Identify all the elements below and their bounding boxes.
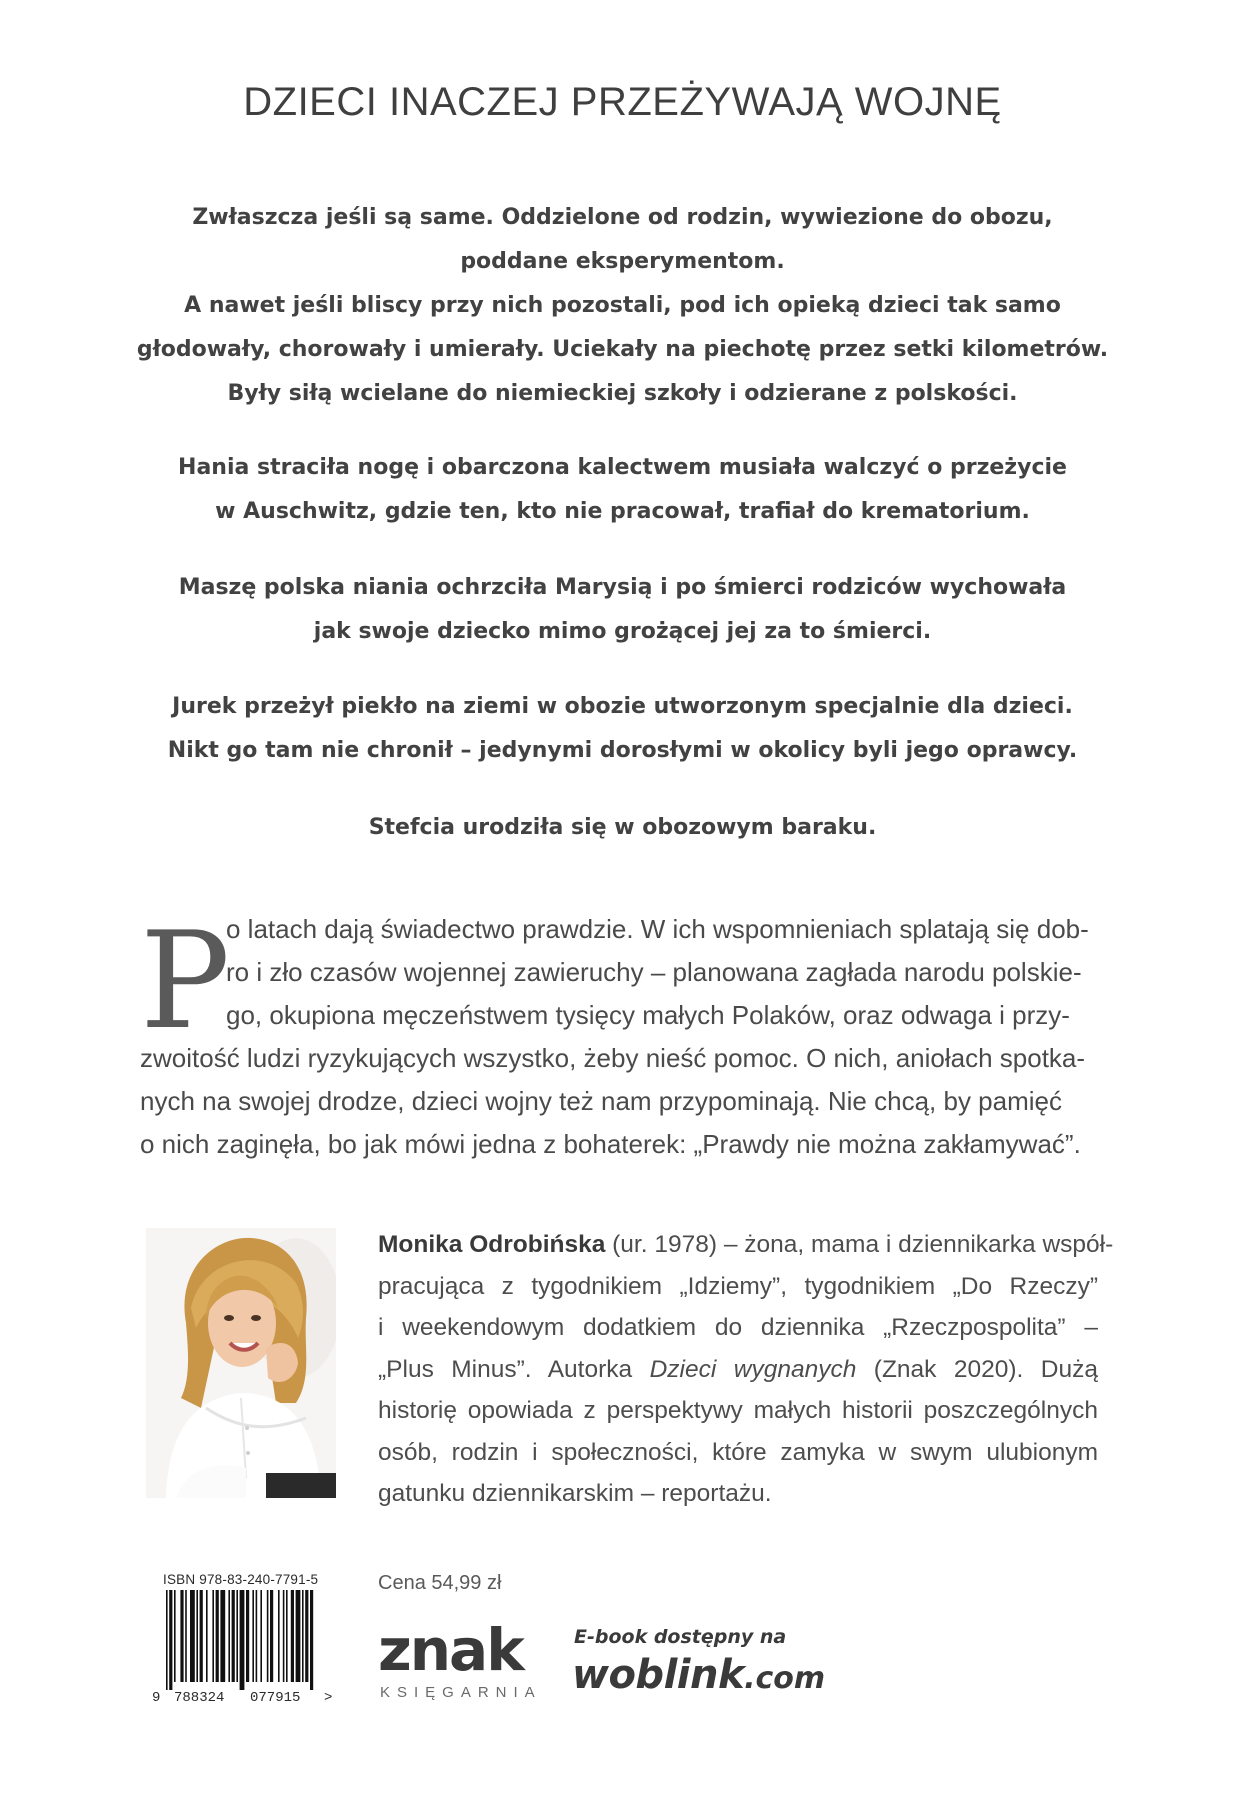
barcode-bar [305,1590,308,1682]
bio-line [378,1349,1098,1391]
barcode-bar [206,1590,208,1682]
barcode-bar [270,1590,273,1682]
bio-text: (Znak 2020). Dużą [856,1355,1098,1383]
text-line: jak swoje dziecko mimo grożącej jej za to śmierci. [313,619,932,644]
lead-paragraph-1 [120,196,1125,416]
text-line: Hania straciła nogę i obarczona kalectwem musiała walczyć o przeżycie [178,455,1067,480]
barcode-bar [240,1590,245,1690]
woblink-logo [572,1652,825,1698]
price-label: Cena 54,99 zł [378,1572,502,1594]
barcode-digits-left: 788324 [174,1690,225,1706]
text-line: go, okupiona męczeństwem tysięcy małych Polaków, oraz odwaga i przy- [226,1000,1070,1030]
barcode-bar [302,1590,304,1682]
barcode-bar [212,1590,214,1682]
barcode-bar [190,1590,195,1682]
barcode-bar [180,1590,183,1682]
isbn-label: ISBN 978-83-240-7791-5 [163,1572,319,1587]
woblink-logo-word: woblink [572,1652,745,1698]
lead-paragraph-masza [120,566,1125,654]
barcode-bar [228,1590,230,1682]
text-line: głodowały, chorowały i umierały. Uciekały na piechotę przez setki kilometrów. [136,337,1109,362]
barcode-bar [174,1590,176,1682]
bio-line: historię opowiada z perspektywy małych historii poszczególnych [378,1397,1098,1424]
drop-cap: P [140,903,231,1059]
lead-paragraph-hania [120,446,1125,534]
bio-text: (ur. 1978) – żona, mama i dziennikarka współ- [605,1231,1114,1258]
barcode-bar [232,1590,235,1682]
text-line: zwoitość ludzi ryzykujących wszystko, żeby nieść pomoc. O nich, aniołach spotka- [140,1043,1086,1073]
bio-line: i weekendowym dodatkiem do dziennika „Rzeczpospolita” – [378,1314,1098,1341]
author-bio [378,1224,1114,1515]
barcode-bar [246,1590,249,1682]
barcode-bar [220,1590,225,1682]
barcode-bar [200,1590,203,1682]
book-title: Dzieci wygnanych [649,1355,857,1383]
text-line: w Auschwitz, gdzie ten, kto nie pracował, trafiał do krematorium. [215,499,1030,524]
ebook-available-label: E-book dostępny na [574,1626,787,1648]
barcode-bar [267,1590,269,1682]
page-title: DZIECI INACZEJ PRZEŻYWAJĄ WOJNĘ [243,80,1002,124]
barcode-bar [310,1590,313,1690]
barcode-digits-right: 077915 [250,1690,301,1706]
barcode-bar [252,1590,254,1682]
woblink-logo-suffix: .com [744,1661,826,1696]
text-line: A nawet jeśli bliscy przy nich pozostali, pod ich opieką dzieci tak samo [184,293,1061,318]
barcode-bar [291,1590,294,1682]
barcode-bar [216,1590,219,1682]
text-line: nych na swojej drodze, dzieci wojny też nam przypominają. Nie chcą, by pamięć [140,1086,1062,1116]
barcode-bar [185,1590,187,1682]
text-line: Nikt go tam nie chronił – jedynymi dorosłymi w okolicy byli jego oprawcy. [167,738,1078,763]
znak-logo-word: znak [378,1616,523,1684]
lead-paragraph-jurek [120,685,1125,773]
barcode-bar [166,1590,168,1690]
lead-paragraph-stefcia [120,806,1125,850]
bio-text: „Plus Minus”. Autorka [378,1355,650,1383]
bio-line: pracująca z tygodnikiem „Idziemy”, tygodnikiem „Do Rzeczy” [378,1272,1098,1300]
barcode-bar [283,1590,285,1682]
text-line: poddane eksperymentom. [460,249,785,274]
text-line: o latach dają świadectwo prawdzie. W ich wspomnieniach splatają się dob- [226,914,1089,944]
bio-line [378,1224,1114,1266]
text-line: Jurek przeżył piekło na ziemi w obozie utworzonym specjalnie dla dzieci. [172,694,1073,719]
barcode-digit-end: > [324,1690,333,1706]
text-line: Były siłą wcielane do niemieckiej szkoły i odzierane z polskości. [227,381,1018,406]
bio-line: gatunku dziennikarskim – reportażu. [378,1480,772,1507]
barcode-bar [296,1590,301,1682]
text-line: o nich zaginęła, bo jak mówi jedna z bohaterek: „Prawdy nie można zakłamywać”. [140,1129,1081,1159]
barcode-bar [256,1590,258,1682]
barcode-digit-first: 9 [152,1690,161,1706]
intro-paragraph [140,903,1089,1166]
barcode-bar [236,1590,238,1682]
barcode-bar [169,1590,172,1690]
text-line: Maszę polska niania ochrzciła Marysią i po śmierci rodziców wychowała [178,575,1067,600]
text-line: Stefcia urodziła się w obozowym baraku. [368,815,877,840]
znak-logo [378,1616,542,1710]
barcode [166,1590,318,1690]
text-line: Zwłaszcza jeśli są same. Oddzielone od rodzin, wywiezione do obozu, [192,205,1053,230]
znak-logo-subtitle: KSIĘGARNIA [380,1684,542,1701]
barcode-bar [278,1590,280,1682]
text-line: ro i zło czasów wojennej zawieruchy – planowana zagłada narodu polskie- [226,957,1082,987]
barcode-bar [286,1590,288,1682]
author-name: Monika Odrobińska [378,1231,606,1258]
author-photo [146,1228,336,1498]
bio-line: osób, rodzin i społeczności, które zamyka w swym ulubionym [378,1438,1098,1466]
barcode-bar [196,1590,198,1682]
barcode-bar [260,1590,262,1682]
